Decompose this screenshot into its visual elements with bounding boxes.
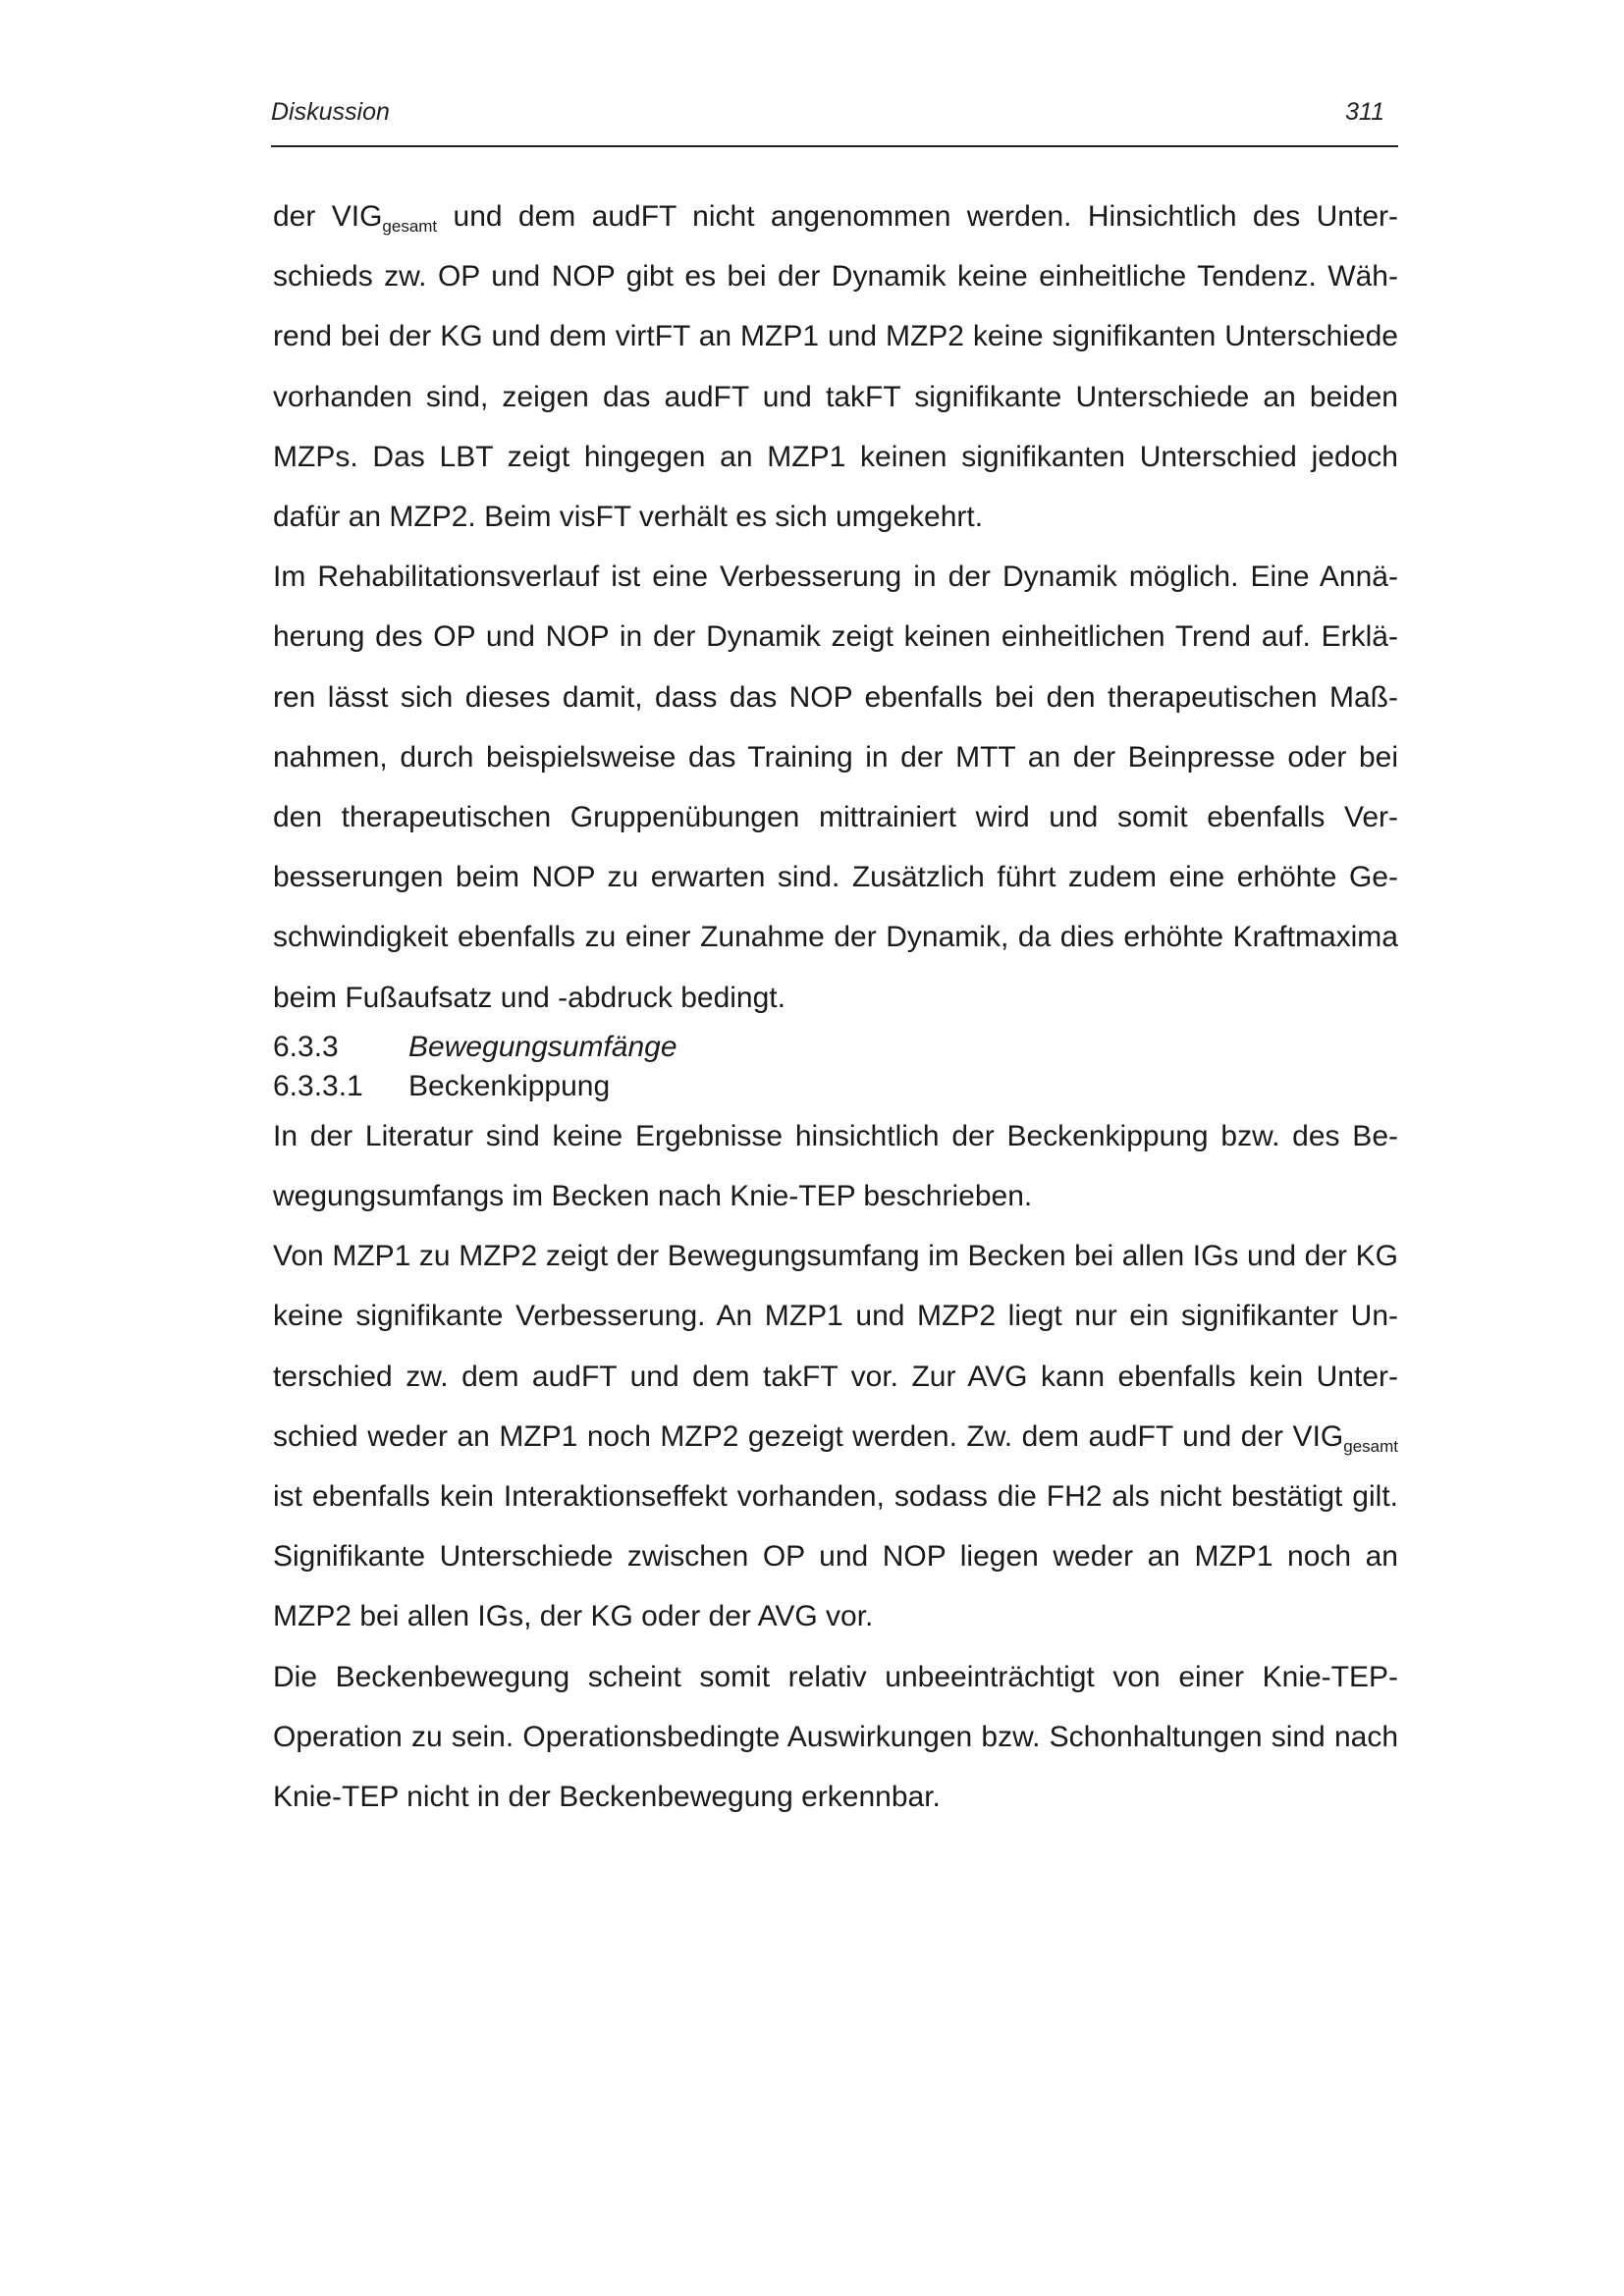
paragraph-beckenbewegung-fazit: Die Beckenbewegung scheint somit relativ unbeeinträchtigt von einer Knie-TEP-Operation zu sein. Operationsbedingte Auswirkungen bzw. Schonhaltungen sind nach Knie-TEP nicht in der Beckenbewegung erkennbar. (273, 1660, 1398, 1814)
heading-6-3-3 (273, 1028, 1398, 1067)
header-page-number: 311 (1345, 98, 1384, 126)
running-header (271, 94, 1398, 147)
paragraph-literatur: In der Literatur sind keine Ergebnisse hinsichtlich der Beckenkippung bzw. des Bewegungsumfangs im Becken nach Knie-TEP beschrieben. (273, 1119, 1398, 1213)
paragraph-text: der VIG (273, 200, 383, 233)
paragraph-bewegungsumfang-becken (273, 1226, 1398, 1646)
paragraph-dynamik-unterschiede (273, 187, 1398, 547)
heading-title: Bewegungsumfänge (408, 1030, 677, 1063)
paragraph-rehabilitationsverlauf: Im Rehabilitationsverlauf ist eine Verbesserung in der Dynamik möglich. Eine Annäherung des OP und NOP in der Dynamik zeigt keinen einheitlichen Trend auf. Erklären lässt sich dieses damit, dass das NOP ebenfalls bei den therapeutischen Maßnahmen, durch beispielsweise das Training in der MTT an der Beinpresse oder bei den therapeutischen Gruppenübungen mittrainiert wird und somit ebenfalls Verbesserungen beim NOP zu erwarten sind. Zusätzlich führt zudem eine erhöhte Geschwindigkeit ebenfalls zu einer Zunahme der Dynamik, da dies erhöhte Kraftmaxima beim Fußaufsatz und -abdruck bedingt. (273, 561, 1398, 1014)
page-content (273, 187, 1398, 1827)
header-section-name: Diskussion (271, 98, 390, 126)
paragraph-text: ist ebenfalls kein Interaktionseffekt vorhanden, sodass die FH2 als nicht bestätigt gilt. Signifikante Unterschiede zwischen OP und NOP liegen weder an MZP1 noch an MZP2 bei allen IGs, der KG oder der AVG vor. (273, 1480, 1398, 1633)
heading-title: Beckenkippung (408, 1069, 611, 1102)
paragraph-text: Von MZP1 zu MZP2 zeigt der Bewegungsumfang im Becken bei allen IGs und der KG keine signifikante Verbesserung. An MZP1 und MZP2 liegt nur ein signifikanter Unterschied zw. dem audFT und dem takFT vor. Zur AVG kann ebenfalls kein Unterschied weder an MZP1 noch MZP2 gezeigt werden. Zw. dem audFT und der VIG (273, 1240, 1398, 1453)
heading-number: 6.3.3 (273, 1030, 339, 1063)
subscript-text: gesamt (382, 217, 438, 236)
heading-6-3-3-1 (273, 1067, 1398, 1106)
paragraph-text: und dem audFT nicht angenommen werden. Hinsichtlich des Unterschieds zw. OP und NOP gibt es bei der Dynamik keine einheitliche Tendenz. Während bei der KG und dem virtFT an MZP1 und MZP2 keine signifikanten Unterschiede vorhanden sind, zeigen das audFT und takFT signifikante Unterschiede an beiden MZPs. Das LBT zeigt hingegen an MZP1 keinen signifikanten Unterschied jedoch dafür an MZP2. Beim visFT verhält es sich umgekehrt. (273, 200, 1398, 534)
subscript-text: gesamt (1343, 1436, 1398, 1456)
heading-number: 6.3.3.1 (273, 1069, 363, 1102)
